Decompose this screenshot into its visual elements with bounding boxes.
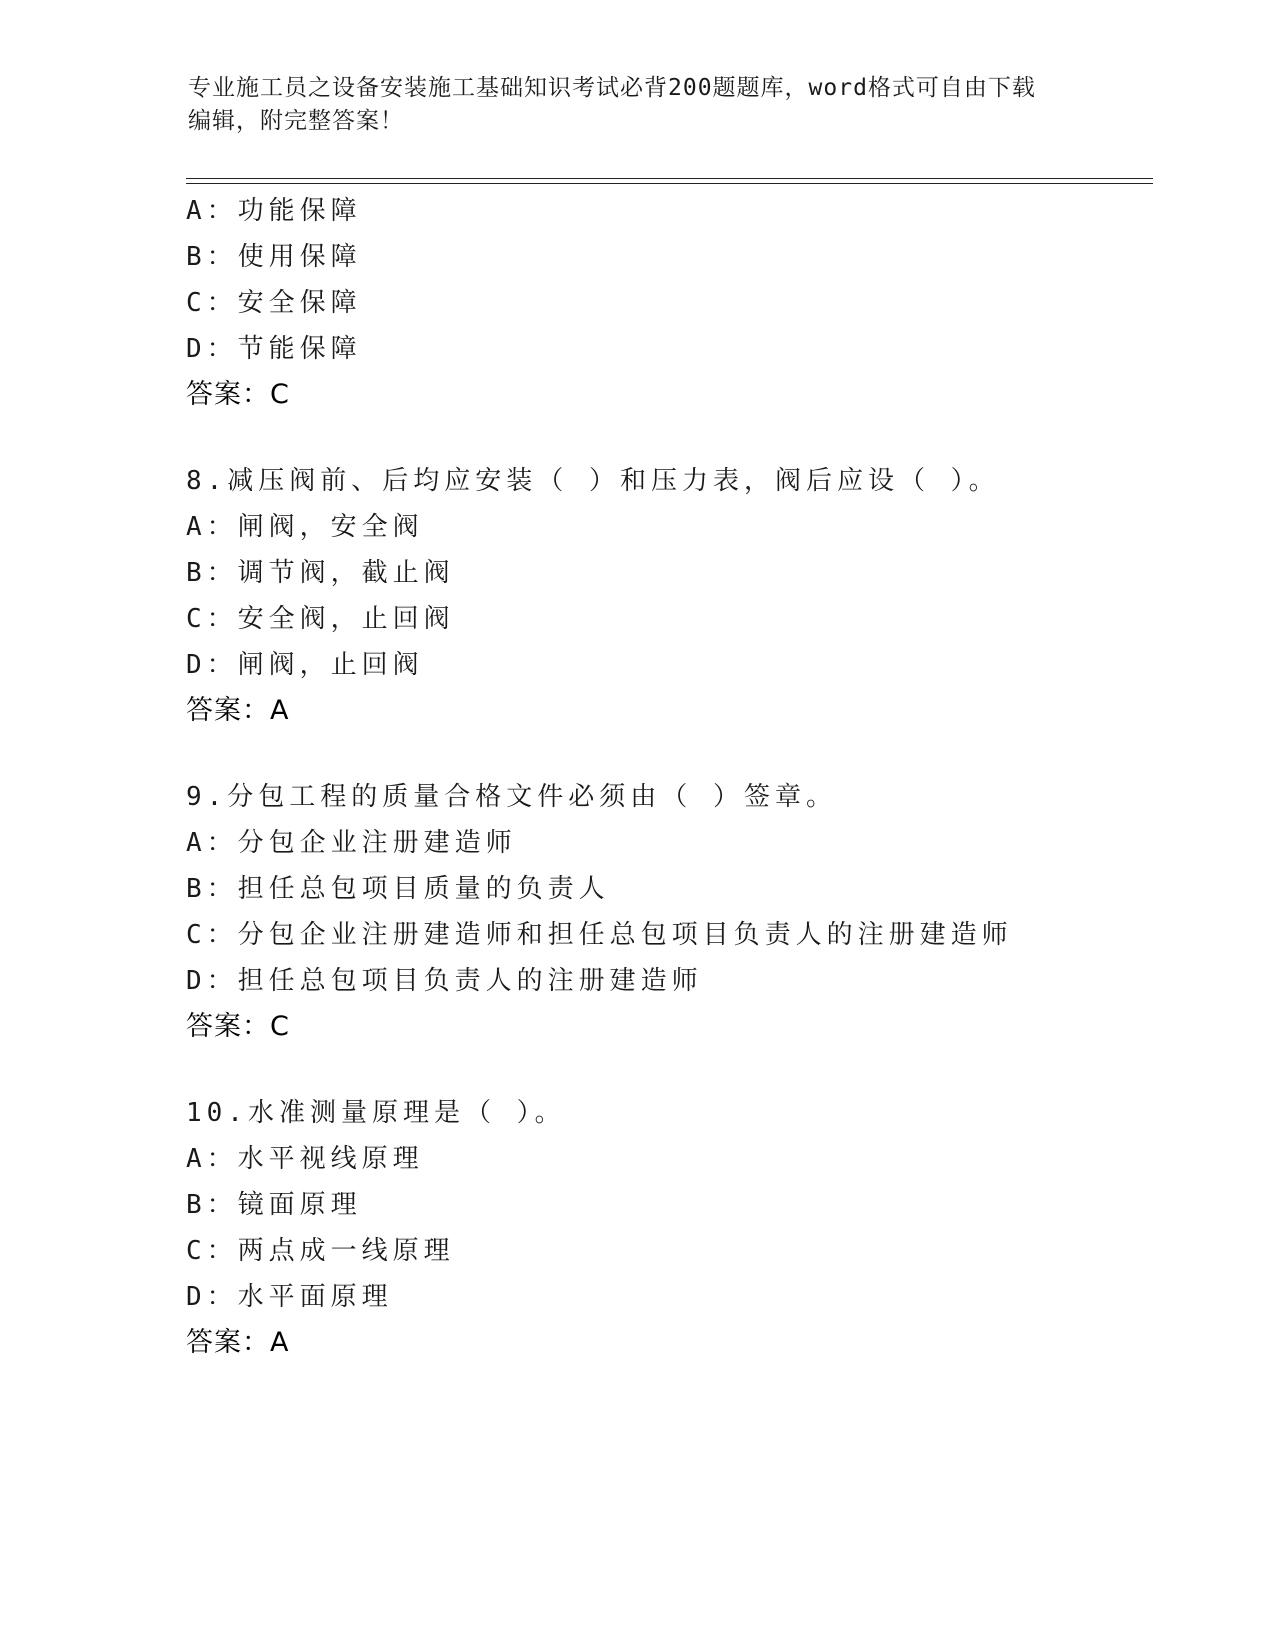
option-b: B：调节阀，截止阀 [186, 558, 455, 588]
question-list [186, 188, 1186, 1366]
answer-line: 答案：A [186, 695, 290, 726]
option-d: D：闸阀，止回阀 [186, 650, 424, 680]
question-block-8 [186, 458, 1186, 734]
option-c: C：两点成一线原理 [186, 1236, 455, 1266]
question-text: 9.分包工程的质量合格文件必须由（ ）签章。 [186, 782, 837, 812]
question-block-10 [186, 1090, 1186, 1366]
option-a: A：功能保障 [186, 196, 362, 226]
option-a: A：水平视线原理 [186, 1144, 424, 1174]
document-header [188, 72, 1088, 138]
option-b: B：镜面原理 [186, 1190, 362, 1220]
option-d: D：水平面原理 [186, 1282, 393, 1312]
question-text: 10.水准测量原理是（ ）。 [186, 1098, 566, 1128]
answer-line: 答案：C [186, 1011, 290, 1042]
answer-line: 答案：C [186, 379, 290, 410]
option-b: B：使用保障 [186, 242, 362, 272]
header-line-2: 编辑，附完整答案！ [188, 108, 404, 134]
option-c: C：安全保障 [186, 288, 362, 318]
option-d: D：担任总包项目负责人的注册建造师 [186, 966, 703, 996]
option-a: A：闸阀，安全阀 [186, 512, 424, 542]
answer-line: 答案：A [186, 1327, 290, 1358]
option-c: C：安全阀，止回阀 [186, 604, 455, 634]
question-text: 8.减压阀前、后均应安装（ ）和压力表，阀后应设（ ）。 [186, 466, 1000, 496]
question-block-9 [186, 774, 1186, 1050]
header-divider-bottom [186, 183, 1153, 184]
option-a: A：分包企业注册建造师 [186, 828, 517, 858]
header-divider-top [186, 178, 1153, 179]
option-b: B：担任总包项目质量的负责人 [186, 874, 610, 904]
question-block-7 [186, 188, 1186, 418]
option-c: C：分包企业注册建造师和担任总包项目负责人的注册建造师 [186, 920, 1013, 950]
option-d: D：节能保障 [186, 334, 362, 364]
header-line-1: 专业施工员之设备安装施工基础知识考试必背200题题库，word格式可自由下载 [188, 75, 1036, 101]
